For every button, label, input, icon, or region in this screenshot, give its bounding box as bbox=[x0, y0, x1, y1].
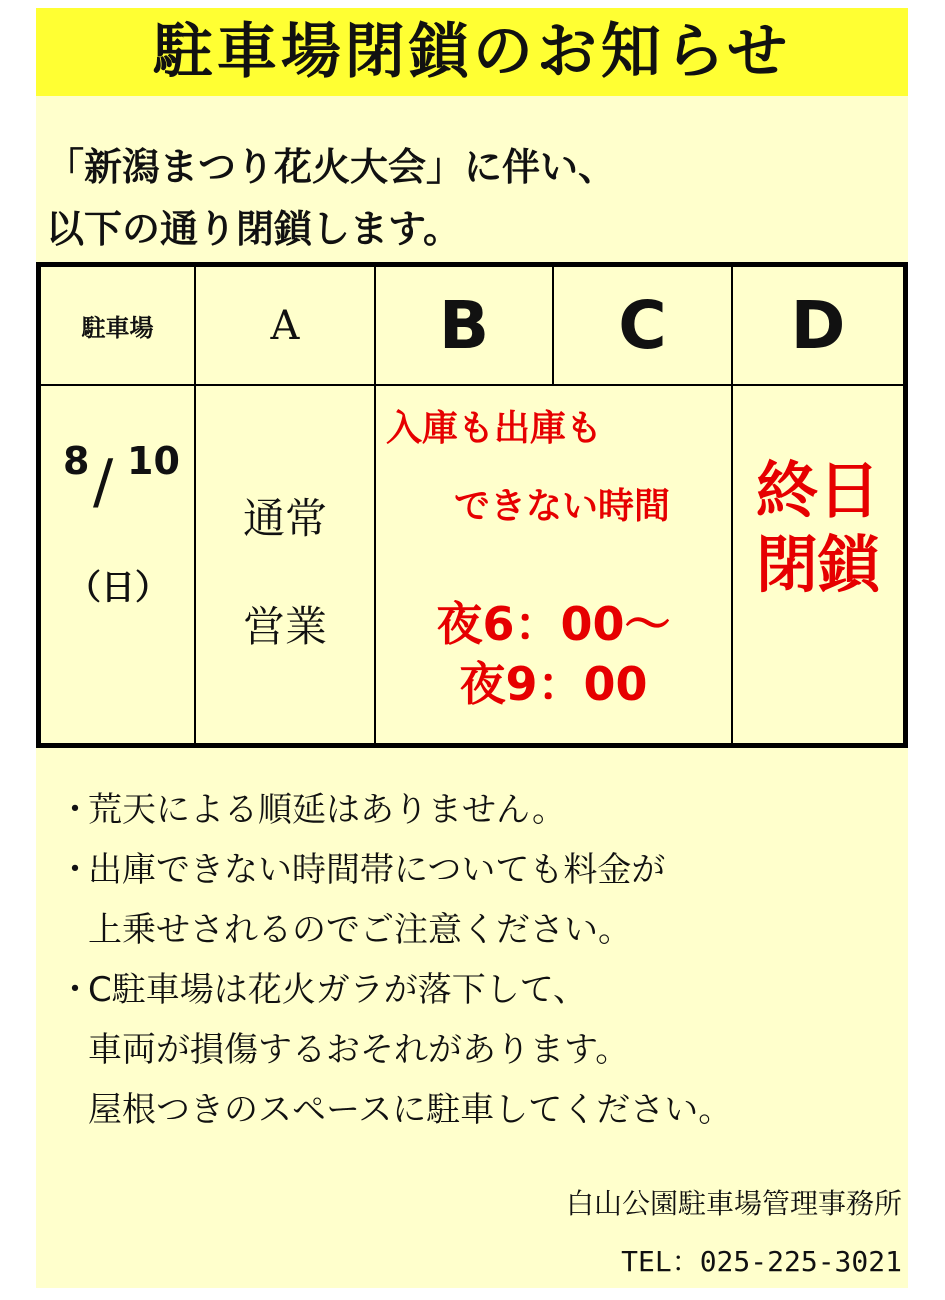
lot-a-status-line2: 営業 bbox=[242, 602, 327, 651]
note-item-1-text: 荒天による順延はありません。 bbox=[88, 790, 567, 830]
lot-d-status bbox=[733, 386, 903, 743]
date-day: 10 bbox=[127, 439, 180, 483]
bullet: ・ bbox=[58, 850, 92, 890]
notes-list bbox=[58, 780, 732, 1140]
header-lot-c: C bbox=[618, 287, 667, 364]
header-lot-d: D bbox=[790, 287, 846, 364]
bc-status-line2: できない時間 bbox=[454, 486, 671, 527]
intro-line-2: 以下の通り閉鎖します。 bbox=[46, 207, 461, 251]
office-tel: TEL：025-225-3021 bbox=[621, 1245, 902, 1278]
intro-line-1: 「新潟まつり花火大会」に伴い、 bbox=[46, 145, 617, 189]
office-name: 白山公園駐車場管理事務所 bbox=[565, 1187, 902, 1220]
lot-a-status-line1: 通常 bbox=[242, 494, 327, 543]
intro-text bbox=[46, 136, 616, 260]
note-item-3 bbox=[58, 960, 732, 1020]
header-lot-b: B bbox=[438, 287, 490, 364]
notice-sheet bbox=[36, 8, 908, 1288]
note-item-3-cont-1: 車両が損傷するおそれがあります。 bbox=[88, 1030, 630, 1070]
note-item-2-text-1: 出庫できない時間帯についても料金が bbox=[88, 850, 666, 890]
header-lot-a: A bbox=[270, 302, 300, 349]
date-slash: / bbox=[93, 447, 114, 517]
note-item-2-cont: 上乗せされるのでご注意ください。 bbox=[88, 910, 632, 950]
title-bar bbox=[36, 8, 908, 96]
note-item-2 bbox=[58, 840, 732, 900]
lot-bc-status bbox=[376, 386, 731, 743]
page-title: 駐車場閉鎖のお知らせ bbox=[152, 17, 792, 87]
lot-a-status bbox=[196, 386, 374, 743]
bc-status-time-end: 夜9：00 bbox=[459, 657, 648, 711]
date-cell bbox=[41, 386, 194, 743]
note-item-1 bbox=[58, 780, 732, 840]
d-status-line1: 終日 bbox=[755, 454, 880, 527]
header-parking-label: 駐車場 bbox=[81, 314, 154, 342]
bc-status-time-start: 夜6：00～ bbox=[436, 597, 671, 651]
bullet: ・ bbox=[58, 790, 92, 830]
d-status-line2: 閉鎖 bbox=[755, 528, 880, 601]
closure-table bbox=[36, 262, 908, 748]
date-month: 8 bbox=[63, 439, 90, 483]
note-item-3-text-1: C駐車場は花火ガラが落下して、 bbox=[88, 970, 588, 1010]
bc-status-line1: 入庫も出庫も bbox=[386, 408, 603, 449]
date-weekday: （日） bbox=[67, 568, 169, 608]
note-item-3-cont-2: 屋根つきのスペースに駐車してください。 bbox=[88, 1090, 733, 1130]
bullet: ・ bbox=[58, 970, 92, 1010]
